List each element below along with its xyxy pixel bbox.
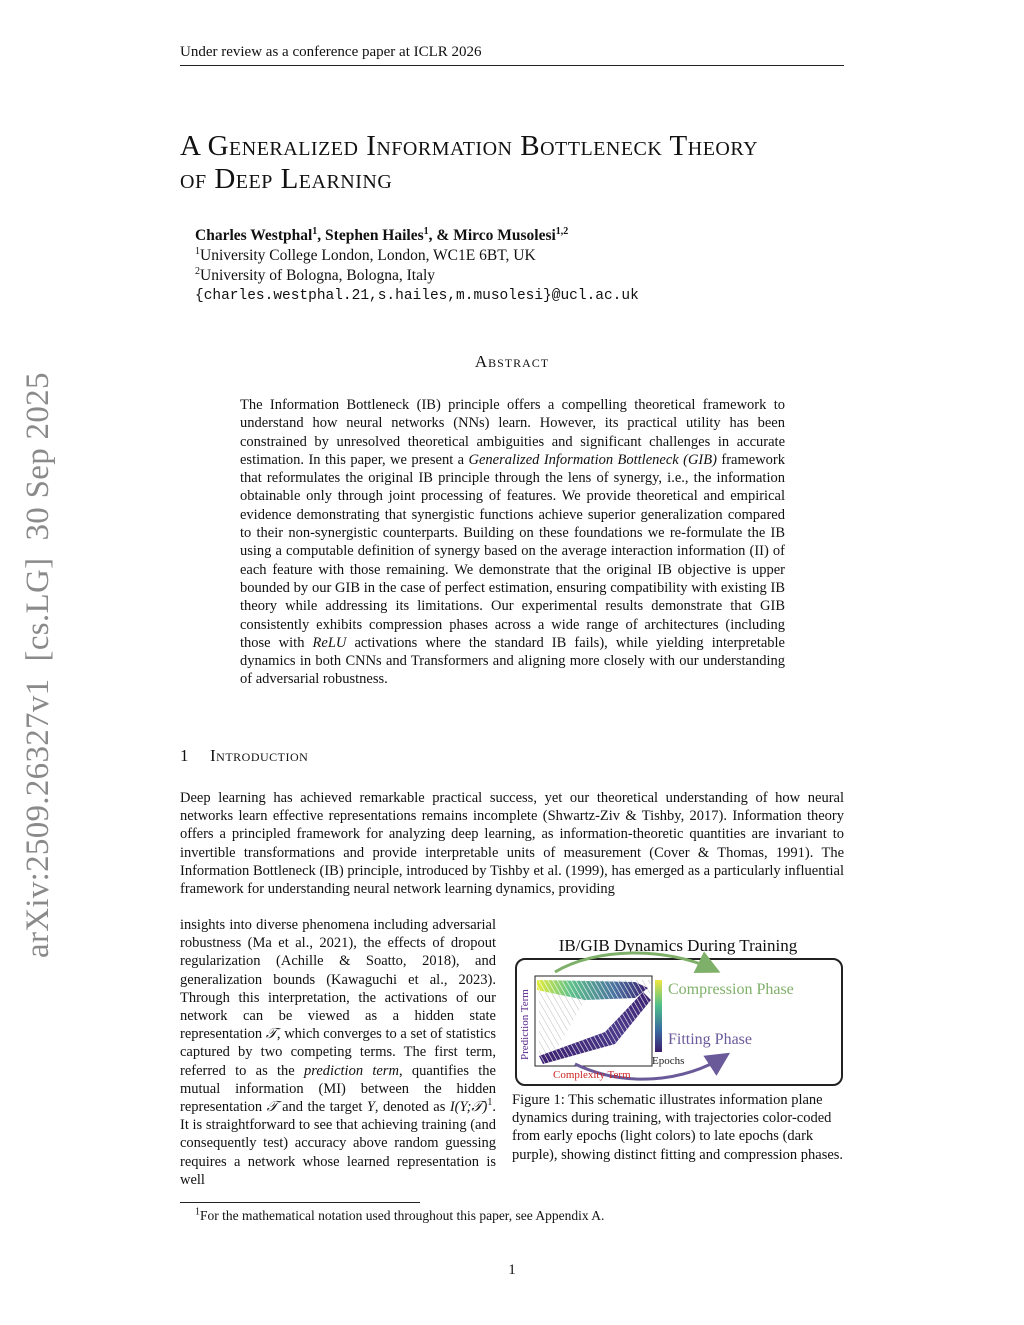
compression-arrow — [555, 953, 715, 972]
compression-phase-label: Compression Phase — [668, 981, 794, 998]
intro-paragraph-left: insights into diverse phenomena including adversarial robustness (Ma et al., 2021), the effects of dropout regularization (Achille & Soatto, 2018), and generalization bounds (Kawaguchi et al., 2023). Through this interpretation, the activations of our network can be viewed as a hidden state representation 𝒯, which converges to a set of statistics captured by two competing terms. The first term, referred to as the prediction term, quantifies the mutual information (MI) between the hidden representation 𝒯 and the target Y, denoted as I(Y;𝒯)$^1$. It is straightforward to see that achieving training (and consequently test) accuracy above random guessing requires a network whose learned representation is well — [180, 917, 496, 1188]
author-3: Mirco Musolesi — [453, 227, 556, 244]
abstract-body: The Information Bottleneck (IB) principle offers a compelling theoretical framework to understand how neural networks (NNs) learn. However, its practical utility has been constrained by unresolved theoretical ambiguities and significant challenges in accurate estimation. In this paper, we present a Generalized Information Bottleneck (GIB) framework that reformulates the original IB principle through the lens of synergy, i.e., the information obtainable only through joint processing of features. We provide theoretical and empirical evidence demonstrating that synergistic functions achieve superior generalization compared to their non-synergistic counterparts. Building on these foundations we re-formulate the IB using a computable definition of synergy based on the average interaction information (II) of each feature with those remaining. We demonstrate that the original IB objective is upper bounded by our GIB in the case of perfect estimation, ensuring compatibility with existing IB theory while addressing its limitations. Our experimental results demonstrate that GIB consistently exhibits compression phases across a wide range of architectures (including those with ReLU activations where the standard IB fails), while yielding interpretable dynamics in both CNNs and Transformers and aligning more closely with our understanding of adversarial robustness. — [240, 397, 785, 688]
author-emails: {charles.westphal.21,s.hailes,m.musolesi}@ucl.ac.uk — [195, 288, 639, 304]
title-line-1: A Generalized Information Bottleneck Theory — [180, 130, 759, 162]
y-axis-label: Prediction Term — [519, 989, 531, 1060]
author-names: Charles Westphal$^1$, Stephen Hailes$^1$, & Mirco Musolesi$^{1,2}$ — [195, 225, 569, 244]
gib-term: Generalized Information Bottleneck (GIB) — [468, 451, 717, 468]
arxiv-stamp: arXiv:2509.26327v1 [cs.LG] 30 Sep 2025 — [20, 372, 56, 958]
author-3-affil: 1,2 — [555, 225, 569, 237]
section-heading — [180, 746, 308, 766]
section-title: Introduction — [210, 746, 309, 765]
epochs-label: Epochs — [652, 1055, 685, 1067]
running-header: Under review as a conference paper at ICLR 2026 — [180, 44, 844, 66]
author-1: Charles Westphal — [195, 227, 313, 244]
relu-term: ReLU — [312, 634, 347, 651]
footnote-divider — [180, 1202, 420, 1203]
affiliation-2: $^2$University of Bologna, Bologna, Italy — [195, 265, 436, 284]
section-number: 1 — [180, 746, 189, 765]
fitting-phase-label: Fitting Phase — [668, 1031, 753, 1048]
mi-formula: I(Y;𝒯) — [449, 1099, 488, 1116]
author-2-affil: 1 — [423, 225, 429, 237]
title-line-2: of Deep Learning — [180, 163, 393, 195]
author-1-affil: 1 — [312, 225, 318, 237]
page-number: 1 — [508, 1262, 516, 1278]
footnote-ref[interactable]: 1 — [487, 1097, 493, 1109]
figure-caption: Figure 1: This schematic illustrates information plane dynamics during training, with trajectories color-coded from early epochs (light colors) to late epochs (dark purple), showing distinct fitting and compression phases. — [512, 1092, 844, 1163]
affiliation-1: $^1$University College London, London, WC1E 6BT, UK — [195, 245, 536, 264]
epoch-colorbar — [655, 980, 662, 1052]
figure-title: IB/GIB Dynamics During Training — [558, 936, 798, 955]
footnote: $^1$For the mathematical notation used throughout this paper, see Appendix A. — [195, 1206, 605, 1223]
intro-paragraph-full: Deep learning has achieved remarkable practical success, yet our theoretical understanding of how neural networks learn effective representations remains incomplete (Shwartz-Ziv & Tishby, 2017). Information theory offers a principled framework for analyzing deep learning, as information-theoretic quantities are invariant to invertible transformations and provide interpretable units of measurement (Cover & Thomas, 1991). The Information Bottleneck (IB) principle, introduced by Tishby et al. (1999), has emerged as a particularly influential framework for understanding neural network learning dynamics, providing — [180, 790, 844, 898]
prediction-term: prediction term — [304, 1062, 399, 1079]
abstract-heading: Abstract — [474, 352, 550, 371]
x-axis-label: Complexity Term — [553, 1069, 631, 1081]
author-block — [195, 226, 639, 306]
ib-dynamics-schematic — [515, 940, 845, 1090]
author-2: Stephen Hailes — [325, 227, 424, 244]
paper-title — [180, 130, 860, 196]
